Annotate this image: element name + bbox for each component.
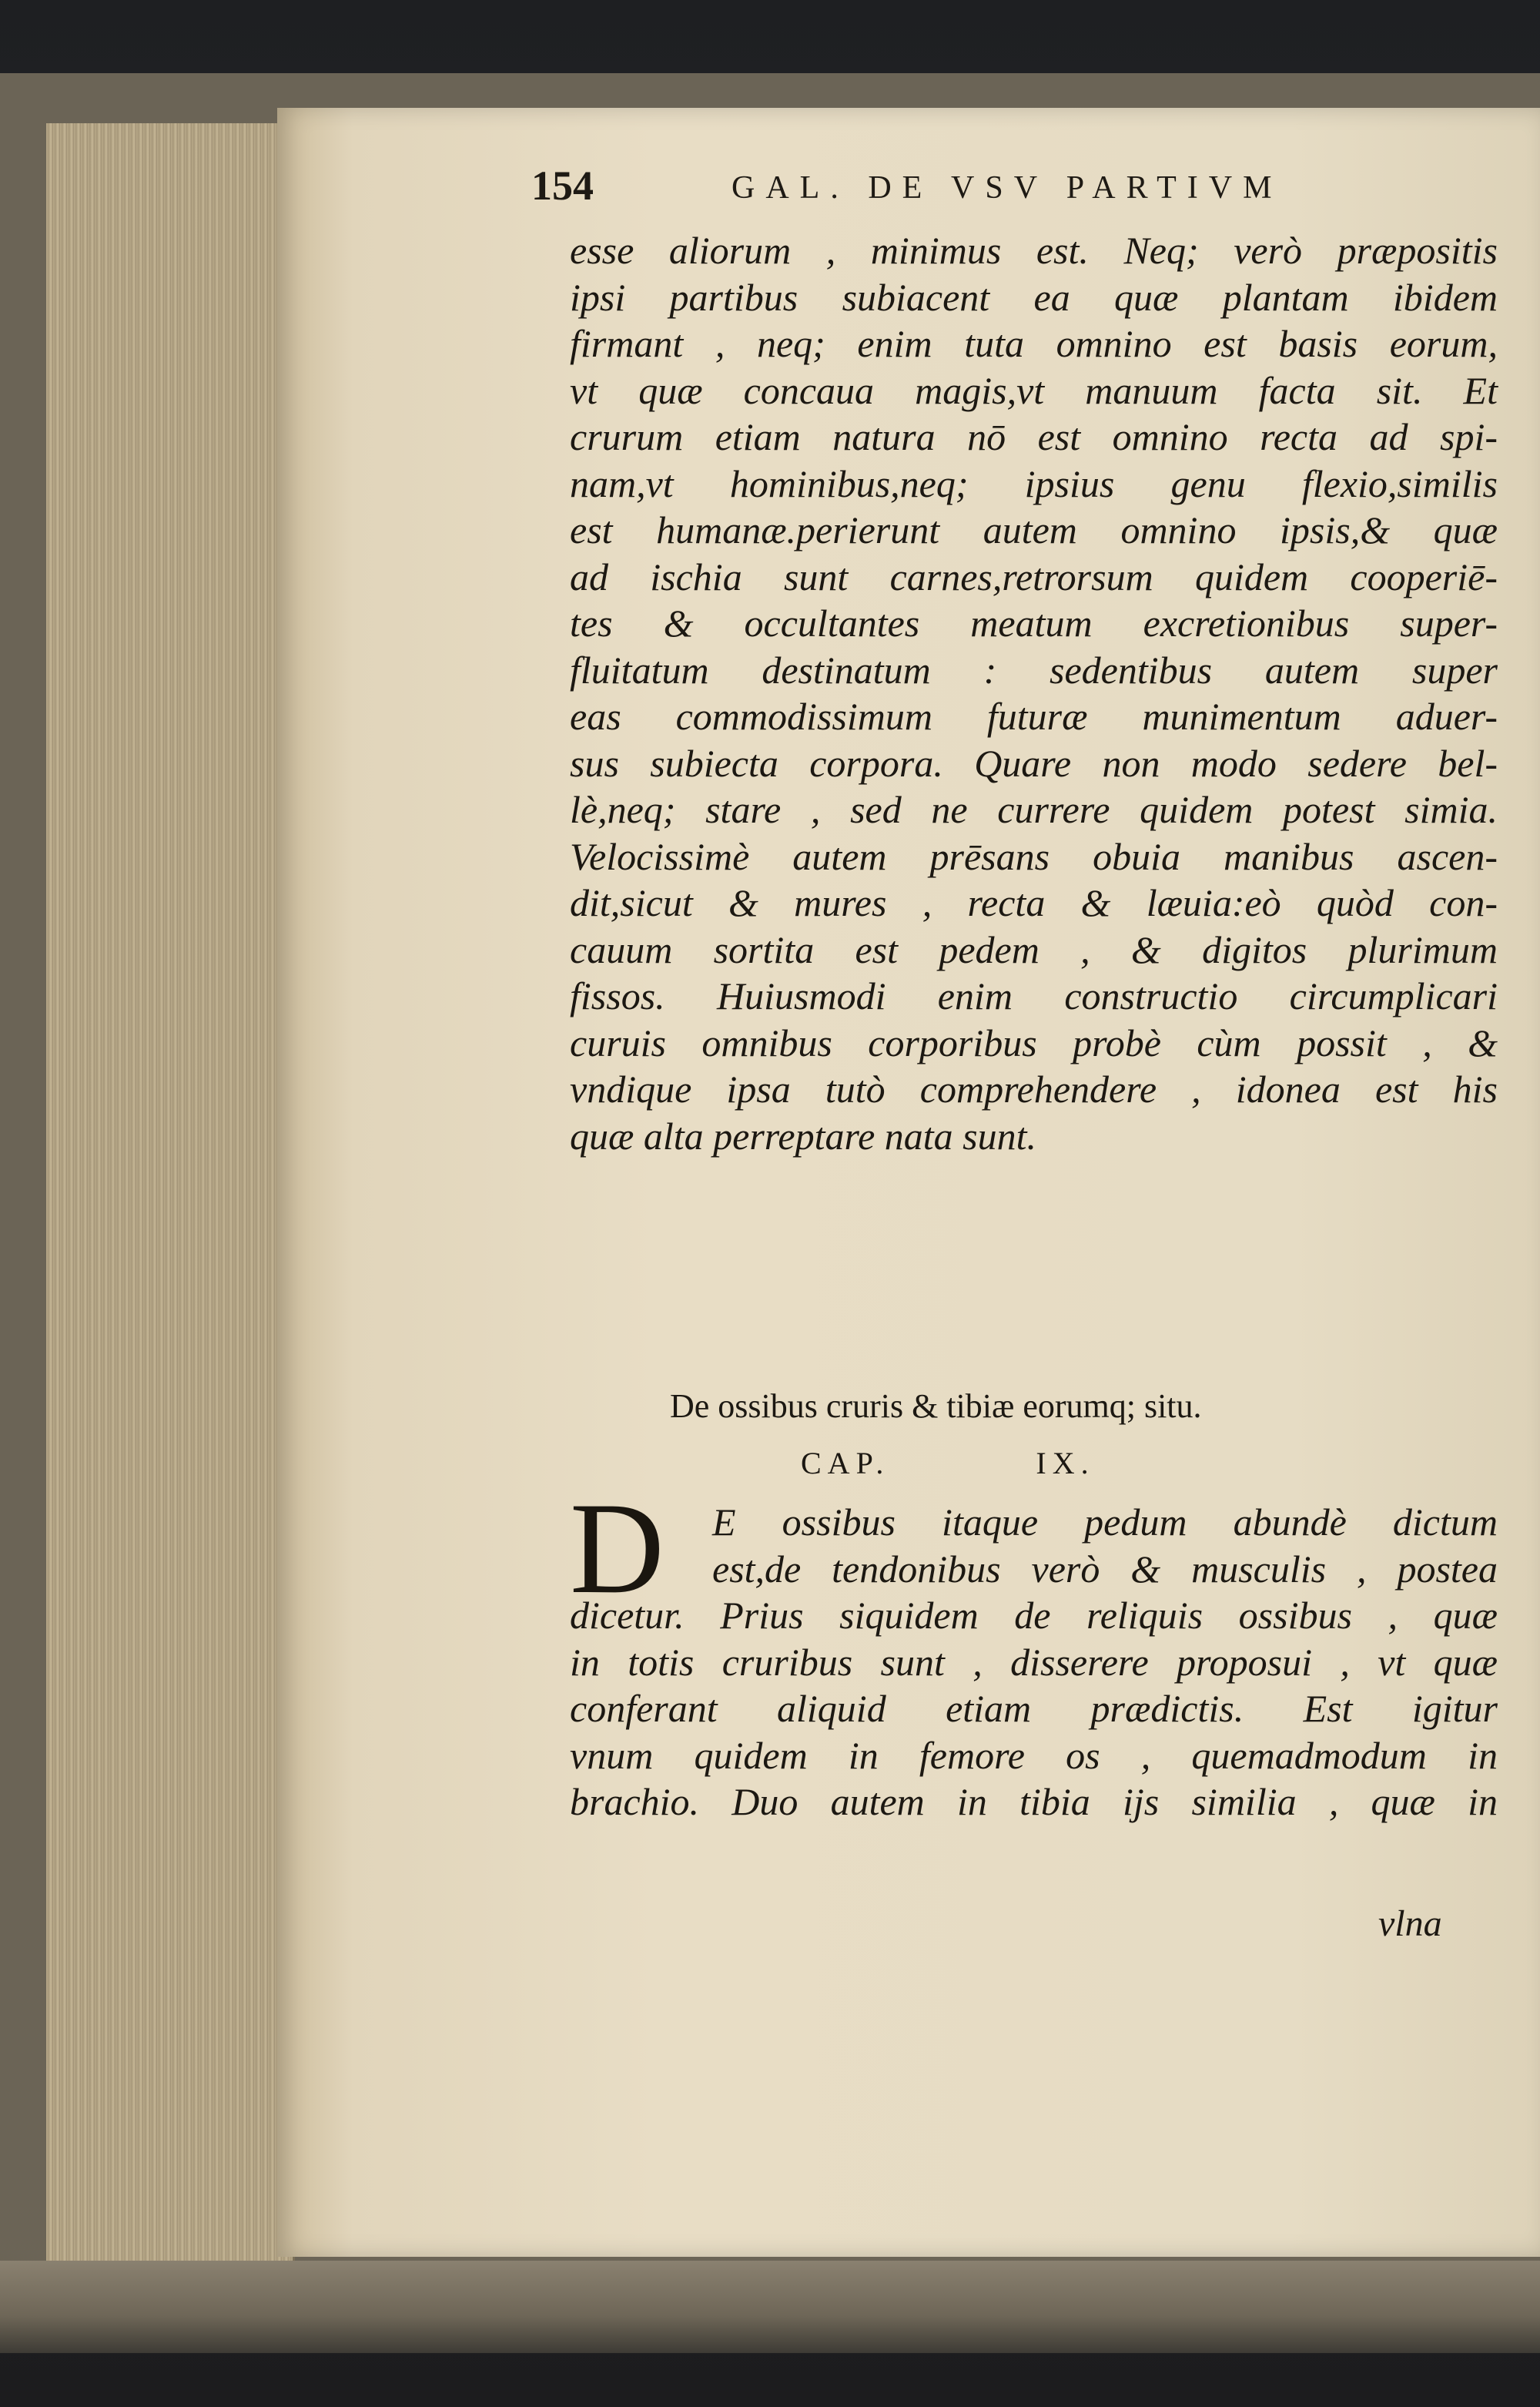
text-line: dicetur. Prius siquidem de reliquis ossibus , quæ xyxy=(570,1594,1498,1637)
text-line: vnum quidem in femore os , quemadmodum in xyxy=(570,1733,1498,1777)
text-line: est humanæ.perierunt autem omnino ipsis,& quæ xyxy=(570,508,1498,551)
text-line: E ossibus itaque pedum abundè dictum xyxy=(712,1500,1498,1544)
text-line: brachio. Duo autem in tibia ijs similia , quæ in xyxy=(570,1780,1498,1823)
chapter-text xyxy=(570,1498,1498,1825)
running-head: GAL. DE VSV PARTIVM xyxy=(732,170,1283,206)
text-line: ipsi partibus subiacent ea quæ plantam ibidem xyxy=(570,275,1498,319)
text-line: est,de tendonibus verò & musculis , postea xyxy=(712,1547,1498,1591)
text-line: quæ alta perreptare nata sunt. xyxy=(570,1114,1037,1158)
chapter-number xyxy=(801,1445,1095,1481)
text-line: crurum etiam natura nō est omnino recta ad spi- xyxy=(570,415,1498,458)
text-line: lè,neq; stare , sed ne currere quidem potest simia. xyxy=(570,788,1498,831)
text-line: tes & occultantes meatum excretionibus super- xyxy=(570,602,1498,645)
chapter-title: De ossibus cruris & tibiæ eorumq; situ. xyxy=(670,1387,1202,1425)
text-line: ad ischia sunt carnes,retrorsum quidem cooperiē- xyxy=(570,555,1498,598)
text-line: fluitatum destinatum : sedentibus autem super xyxy=(570,648,1498,692)
text-line: Velocissimè autem prēsans obuia manibus ascen- xyxy=(570,834,1498,878)
text-line: sus subiecta corpora. Quare non modo sedere bel- xyxy=(570,741,1498,785)
text-line: in totis cruribus sunt , disserere proposui , vt quæ xyxy=(570,1640,1498,1684)
text-line: firmant , neq; enim tuta omnino est basis eorum, xyxy=(570,322,1498,365)
text-line: esse aliorum , minimus est. Neq; verò præpositis xyxy=(570,229,1498,272)
text-line: conferant aliquid etiam prædictis. Est igitur xyxy=(570,1687,1498,1730)
book-bottom-board xyxy=(0,2261,1540,2353)
text-line: nam,vt hominibus,neq; ipsius genu flexio,similis xyxy=(570,461,1498,505)
page-header xyxy=(531,162,1363,216)
text-line: curuis omnibus corporibus probè cùm possit , & xyxy=(570,1021,1498,1064)
chapter-cap-label: CAP. xyxy=(801,1446,890,1480)
text-line: vt quæ concaua magis,vt manuum facta sit. Et xyxy=(570,368,1498,412)
catchword: vlna xyxy=(1378,1903,1442,1944)
page-edges xyxy=(46,123,295,2280)
text-line: eas commodissimum futuræ munimentum aduer- xyxy=(570,695,1498,738)
text-line: cauum sortita est pedem , & digitos plurimum xyxy=(570,927,1498,971)
main-text xyxy=(570,227,1498,1159)
chapter-cap-number: IX. xyxy=(1036,1446,1095,1480)
page-number: 154 xyxy=(531,163,594,209)
text-line: vndique ipsa tutò comprehendere , idonea est his xyxy=(570,1068,1498,1111)
drop-cap: D xyxy=(570,1476,665,1621)
text-line: fissos. Huiusmodi enim constructio circumplicari xyxy=(570,974,1498,1017)
text-line: dit,sicut & mures , recta & læuia:eò quòd con- xyxy=(570,881,1498,924)
